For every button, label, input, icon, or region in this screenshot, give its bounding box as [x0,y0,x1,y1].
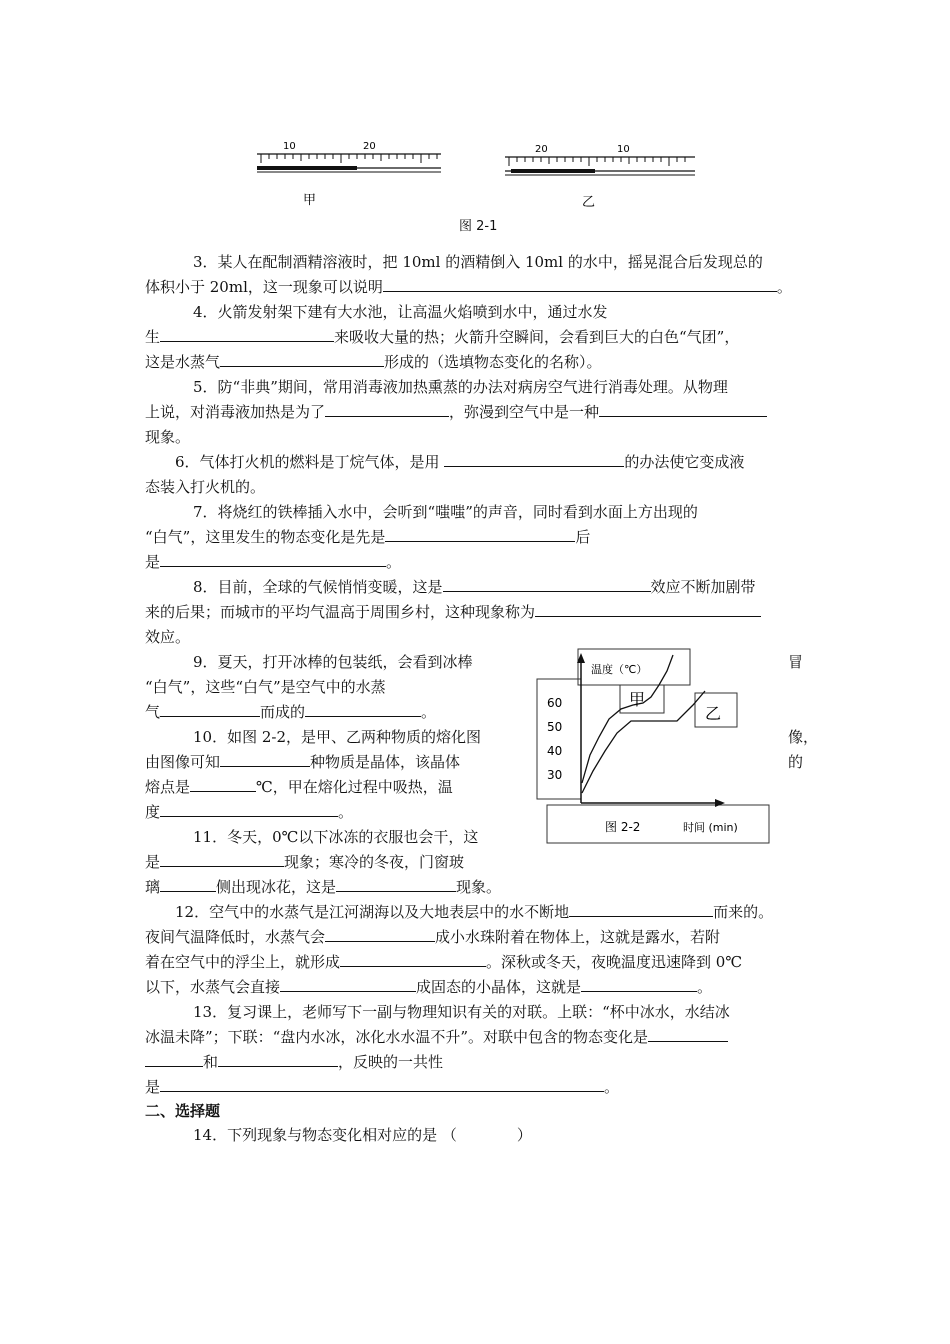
ruler-jia-label: 甲 [303,193,317,208]
q13-line1: 13．复习课上，老师写下一副与物理知识有关的对联。上联：“杯中冰水，水结冰 [193,1003,730,1021]
q5-blank-1[interactable] [325,402,449,417]
q6-line1: 6．气体打火机的燃料是丁烷气体，是用 的办法使它变成液 [175,453,745,471]
q5-line2: 上说，对消毒液加热是为了 ，弥漫到空气中是一种 [145,401,767,423]
q12-line1: 12．空气中的水蒸气是江河湖海以及大地表层中的水不断地 而来的。 [175,903,774,921]
q9-line1-end: 冒 [788,653,804,671]
q12-blank-1[interactable] [569,902,713,917]
q3-line2: 体积小于 20ml，这一现象可以说明 。 [145,278,792,296]
q11-line2: 是 现象；寒冷的冬夜，门窗玻 [145,853,465,871]
y-axis-label: 温度（℃） [591,663,648,676]
q5-line3: 现象。 [145,428,191,446]
q9-blank-2[interactable] [305,702,421,717]
q8-line1: 8．目前，全球的气候悄悄变暖，这是 效应不断加剧带 [193,578,756,596]
q12-line2: 夜间气温降低时，水蒸气会 成小水珠附着在物体上，这就是露水，若附 [145,928,721,946]
q9-line3: 气 而成的 。 [145,703,437,721]
q8-blank-2[interactable] [535,602,761,617]
curve-yi-label: 乙 [705,704,722,723]
q10-line4: 度 。 [145,803,354,821]
q10-line1-end: 像， [788,728,819,746]
y-tick-30: 30 [547,768,563,782]
q7-blank-2[interactable] [160,552,386,567]
figure-2-2 [535,645,775,847]
q13-blank-1a[interactable] [648,1027,728,1042]
q8-line2: 来的后果；而城市的平均气温高于周围乡村，这种现象称为 [145,601,761,623]
q12-blank-3[interactable] [340,952,486,967]
q13-line4: 是 。 [145,1078,620,1096]
q10-blank-2[interactable] [190,777,256,792]
q12-blank-4[interactable] [280,977,416,992]
curve-jia-label: 甲 [629,690,646,709]
q4-line2: 生 来吸收大量的热；火箭升空瞬间，会看到巨大的白色“气团”， [145,328,740,346]
figure-2-1 [255,138,705,213]
q7-line2: “白气”，这里发生的物态变化是先是 后 [145,528,591,546]
y-tick-50: 50 [547,720,563,734]
q10-blank-3[interactable] [160,802,338,817]
ruler-jia [257,141,441,208]
section-title-choice: 二、选择题 [145,1102,221,1120]
ruler-yi [505,144,695,210]
q12-line4: 以下，水蒸气会直接 成固态的小晶体，这就是 。 [145,978,713,996]
q13-line3: 和 ，反映的一共性 [145,1051,443,1073]
q4-line1: 4．火箭发射架下建有大水池，让高温火焰喷到水中，通过水发 [193,303,608,321]
q12-blank-2[interactable] [325,927,435,942]
ruler-jia-tick-b: 20 [363,141,376,152]
q10-blank-1[interactable] [220,752,310,767]
q10-line2-end: 的 [788,753,804,771]
q7-blank-1[interactable] [385,527,575,542]
q5-line1: 5．防“非典”期间，常用消毒液加热熏蒸的办法对病房空气进行消毒处理。从物理 [193,378,728,396]
q13-blank-2[interactable] [218,1052,338,1067]
q4-blank-1[interactable] [160,327,334,342]
q7-line3: 是 。 [145,553,402,571]
q9-line2: “白气”，这些“白气”是空气中的水蒸 [145,678,386,696]
q13-blank-1b[interactable] [145,1052,203,1067]
q9-blank-1[interactable] [160,702,260,717]
q11-line1: 11．冬天，0℃以下冰冻的衣服也会干，这 [193,828,479,846]
q8-blank-1[interactable] [443,577,651,592]
q3-blank[interactable] [383,277,777,292]
q11-blank-2[interactable] [160,877,216,892]
q11-blank-1[interactable] [160,852,284,867]
q13-line2: 冰温未降”；下联：“盘内水冰，冰化水水温不升”。对联中包含的物态变化是 [145,1026,728,1048]
q6-blank[interactable] [444,452,624,467]
q7-line1: 7．将烧红的铁棒插入水中，会听到“嗤嗤”的声音，同时看到水面上方出现的 [193,503,698,521]
ruler-jia-tick-a: 10 [283,141,296,152]
q10-line1: 10．如图 2-2，是甲、乙两种物质的熔化图 [193,728,482,746]
figure-2-1-caption: 图 2-1 [459,219,498,234]
ruler-yi-label: 乙 [582,195,596,210]
q4-blank-2[interactable] [220,352,384,367]
q3-line1: 3．某人在配制酒精溶液时，把 10ml 的酒精倒入 10ml 的水中，摇晃混合后发现总的 [193,253,763,271]
q6-line2: 态装入打火机的。 [145,478,266,496]
y-tick-60: 60 [547,696,563,710]
figure-2-2-caption: 图 2-2 [605,820,641,834]
q12-line3: 着在空气中的浮尘上，就形成 。深秋或冬天，夜晚温度迅速降到 0℃ [145,953,743,971]
q4-line3: 这是水蒸气 形成的（选填物态变化的名称）。 [145,353,602,371]
x-axis-label: 时间 (min) [683,821,738,834]
q11-line3: 璃 侧出现冰花，这是 现象。 [145,878,502,896]
q10-line2: 由图像可知 种物质是晶体，该晶体 [145,753,461,771]
ruler-yi-tick-b: 10 [617,144,630,155]
q8-line3: 效应。 [145,628,191,646]
q12-blank-5[interactable] [581,977,697,992]
q9-line1: 9．夏天，打开冰棒的包装纸，会看到冰棒 [193,653,473,671]
q5-blank-2[interactable] [599,402,767,417]
ruler-yi-tick-a: 20 [535,144,548,155]
q11-blank-3[interactable] [336,877,456,892]
y-tick-40: 40 [547,744,563,758]
q14-line1: 14．下列现象与物态变化相对应的是 （ ） [193,1126,532,1144]
q13-blank-3[interactable] [160,1077,604,1092]
q10-line3: 熔点是 ℃，甲在熔化过程中吸热，温 [145,778,453,796]
